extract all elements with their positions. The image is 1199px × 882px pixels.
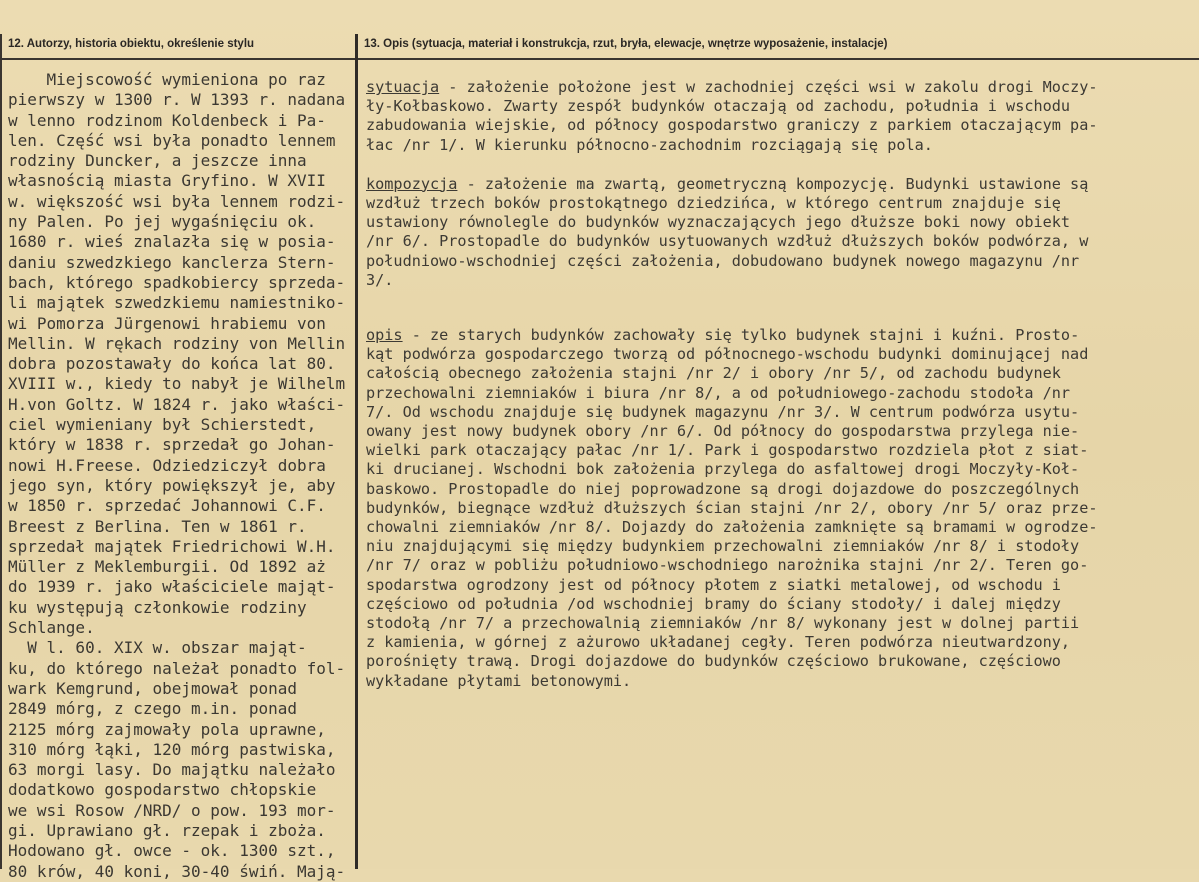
history-text-line: 80 krów, 40 koni, 30-40 świń. Mają- (8, 861, 346, 881)
history-text-line: 310 mórg łąki, 120 mórg pastwiska, (8, 739, 336, 759)
description-text-line: stodołą /nr 7/ a przechowalnią ziemniaków /nr 8/ wykonany jest w dolnej partii (366, 614, 1080, 633)
history-text-line: H.von Goltz. W 1824 r. jako właści- (8, 394, 346, 414)
description-text-fragment: - założenie ma zwartą, geometryczną kompozycję. Budynki ustawione są (457, 174, 1089, 193)
history-text-line: który w 1838 r. sprzedał go Johan- (8, 435, 336, 455)
description-text-line: kąt podwórza gospodarczego tworzą od północnego-wschodu budynki dominującej nad (366, 345, 1089, 364)
description-text-fragment: - założenie położone jest w zachodniej części wsi w zakolu drogi Moczy- (439, 78, 1098, 96)
history-text-line: pierwszy w 1300 r. W 1393 r. nadana (8, 90, 346, 110)
description-text-line: spodarstwa ogrodzony jest od północy płotem z siatki metalowej, od wschodu i (366, 575, 1061, 594)
history-text-line: dobra pozostawały do końca lat 80. (8, 354, 336, 374)
history-text-line: we wsi Rosow /NRD/ o pow. 193 mor- (8, 800, 336, 820)
history-text-line: 2125 mórg zajmowały pola uprawne, (8, 719, 326, 739)
description-text-line (366, 78, 1194, 97)
description-paragraph-opis (366, 326, 1194, 691)
history-text-line: Mellin. W rękach rodziny von Mellin (8, 333, 346, 353)
history-text-line: Hodowano gł. owce - ok. 1300 szt., (8, 841, 336, 861)
history-text-line: XVIII w., kiedy to nabył je Wilhelm (8, 374, 346, 394)
description-text-line: 3/. (366, 270, 394, 289)
description-text-line: przechowalni ziemniaków i biura /nr 8/, a od południowego-zachodu stodoła /nr (366, 383, 1071, 402)
history-text-line: ku, do którego należał ponadto fol- (8, 658, 346, 678)
description-text-line: całością obecnego założenia stajni /nr 2/ i obory /nr 5/, od zachodu budynek (366, 364, 1061, 383)
left-column-header: 12. Autorzy, historia obiektu, określenie stylu (8, 38, 255, 50)
history-text-line: własnością miasta Gryfino. W XVII (8, 171, 326, 191)
history-text-line: w. większość wsi była lennem rodzi- (8, 191, 346, 211)
description-text-line: zabudowania wiejskie, od północy gospodarstwo graniczy z parkiem otaczającym pa- (366, 116, 1098, 135)
header-rule (0, 58, 1199, 60)
history-text-line: ku występują członkowie rodziny (8, 597, 307, 617)
history-text-line: do 1939 r. jako właściciele mająt- (8, 577, 336, 597)
history-text-line: W l. 60. XIX w. obszar mająt- (8, 638, 307, 658)
section-keyword: opis (366, 326, 403, 345)
history-text-line: rodziny Duncker, a jeszcze inna (8, 151, 307, 171)
description-text-line: /nr 7/ oraz w pobliżu południowo-wschodniego narożnika stajni /nr 2/. Teren go- (366, 556, 1089, 575)
history-text-line: 1680 r. wieś znalazła się w posia- (8, 232, 336, 252)
description-paragraph-sytuacja (366, 78, 1194, 155)
description-text-line: ły-Kołbaskowo. Zwarty zespół budynków otaczają od zachodu, południa i wschodu (366, 97, 1071, 116)
description-text-line: wykładane płytami betonowymi. (366, 671, 632, 690)
history-text-line: Müller z Meklemburgii. Od 1892 aż (8, 557, 326, 577)
history-text-line: Schlange. (8, 618, 95, 638)
history-text-line: len. Część wsi była ponadto lennem (8, 130, 336, 150)
description-text-line: ki drucianej. Wschodni bok założenia przylega do asfaltowej drogi Moczyły-Koł- (366, 460, 1080, 479)
history-text-line: Breest z Berlina. Ten w 1861 r. (8, 516, 307, 536)
history-text-line: daniu szwedzkiego kanclerza Stern- (8, 252, 336, 272)
description-text-line: częściowo od południa /od wschodniej bramy do ściany stodoły/ i dalej między (366, 594, 1061, 613)
section-keyword: kompozycja (366, 174, 458, 193)
history-text-line: 63 morgi lasy. Do majątku należało (8, 760, 336, 780)
column-divider (355, 34, 358, 869)
description-text-line: porośnięty trawą. Drogi dojazdowe do budynków częściowo brukowane, częściowo (366, 652, 1061, 671)
history-text-line: nowi H.Freese. Odziedziczył dobra (8, 455, 326, 475)
history-text-line: sprzedał majątek Friedrichowi W.H. (8, 536, 336, 556)
right-column-header: 13. Opis (sytuacja, materiał i konstrukcja, rzut, bryła, elewacje, wnętrze wyposażenie, instalacje) (364, 38, 888, 50)
history-text-line: wi Pomorza Jürgenowi hrabiemu von (8, 313, 326, 333)
description-text-column (366, 78, 1194, 711)
history-text-line: wark Kemgrund, obejmował ponad (8, 678, 297, 698)
description-text-line: niu znajdującymi się między budynkiem przechowalni ziemniaków /nr 8/ i stodoły (366, 537, 1080, 556)
description-paragraph-kompozycja (366, 175, 1194, 290)
left-border-line (0, 34, 2, 869)
description-text-line: południowo-wschodniej części założenia, dobudowano budynek nowego magazynu /nr (366, 251, 1080, 270)
history-text-line: w 1850 r. sprzedać Johannowi C.F. (8, 496, 326, 516)
description-text-line: z kamienia, w górnej z ażurowo układanej cegły. Teren podwórza nieutwardzony, (366, 633, 1071, 652)
history-text-line: Miejscowość wymieniona po raz (8, 70, 326, 89)
history-text-line: ny Palen. Po jej wygaśnięciu ok. (8, 212, 317, 232)
description-text-fragment: - ze starych budynków zachowały się tylko budynek stajni i kuźni. Prosto- (402, 326, 1080, 345)
description-text-line (366, 175, 1194, 194)
description-text-line (366, 326, 1194, 345)
description-text-line: 7/. Od wschodu znajduje się budynek magazynu /nr 3/. W centrum podwórza usytu- (366, 402, 1080, 421)
description-text-line: chowalni ziemniaków /nr 8/. Dojazdy do założenia zamknięte są bramami w ogrodze- (366, 518, 1098, 537)
history-text-line: 2849 mórg, z czego m.in. ponad (8, 699, 297, 719)
history-text-line: jego syn, który powiększył je, aby (8, 475, 336, 495)
description-text-line: /nr 6/. Prostopadle do budynków usytuowanych wzdłuż dłuższych boków podwórza, w (366, 232, 1089, 251)
history-text-line: bach, którego spadkobiercy sprzeda- (8, 272, 346, 292)
history-text-line: ciel wymieniany był Schierstedt, (8, 415, 317, 435)
description-text-line: budynków, biegnące wzdłuż dłuższych ścian stajni /nr 2/, obory /nr 5/ oraz prze- (366, 498, 1098, 517)
history-text-column (8, 70, 353, 882)
section-keyword: sytuacja (366, 78, 440, 96)
history-text-line: gi. Uprawiano gł. rzepak i zboża. (8, 820, 326, 840)
description-text-line: owany jest nowy budynek obory /nr 6/. Od północy do gospodarstwa przylega nie- (366, 422, 1080, 441)
history-text-line: li majątek szwedzkiemu namiestniko- (8, 293, 346, 313)
history-text-line: dodatkowo gospodarstwo chłopskie (8, 780, 317, 800)
description-text-line: baskowo. Prostopadle do niej poprowadzone są drogi dojazdowe do poszczególnych (366, 479, 1080, 498)
description-text-line: ustawiony równolegle do budynków wyznaczających jego dłuższe boki nowy obiekt (366, 213, 1071, 232)
description-text-line: łac /nr 1/. W kierunku północno-zachodnim rozciągają się pola. (366, 135, 933, 154)
description-text-line: wielki park otaczający pałac /nr 1/. Park i gospodarstwo rozdziela płot z siat- (366, 441, 1089, 460)
description-text-line: wzdłuż trzech boków prostokątnego dziedzińca, w którego centrum znajduje się (366, 194, 1061, 213)
history-text-line: w lenno rodzinom Koldenbeck i Pa- (8, 110, 326, 130)
